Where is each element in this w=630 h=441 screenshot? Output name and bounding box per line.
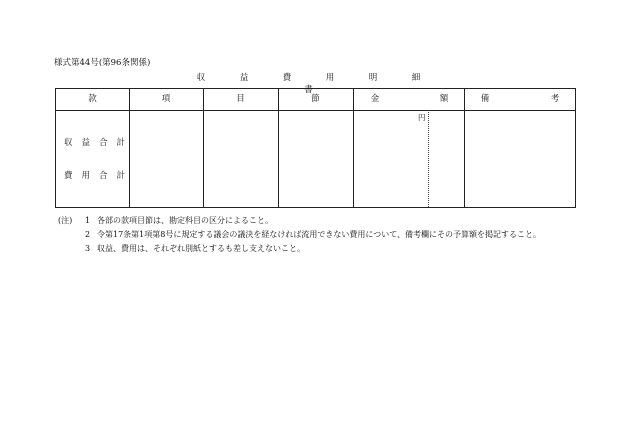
header-kan: 款 (88, 94, 97, 104)
note-text: 令第17条第1項第8号に規定する議会の議決を経なければ流用できない費用について、備考欄にその予算額を掲記すること。 (97, 230, 542, 239)
form-number: 様式第44号(第96条関係) (54, 58, 151, 68)
row-revenue-total: 収益合計 (64, 138, 135, 148)
column-divider-4 (353, 89, 354, 207)
header-kou: 項 (161, 94, 171, 104)
unit-yen: 円 (418, 113, 426, 122)
note-item-3 (58, 242, 541, 256)
header-moku: 目 (236, 94, 245, 104)
header-divider (56, 110, 575, 111)
header-bi: 備 (480, 94, 490, 104)
header-kin: 金 (370, 94, 380, 104)
amount-dotted-divider (428, 110, 429, 207)
header-kou2: 考 (550, 94, 560, 104)
note-item-1 (58, 214, 541, 228)
detail-table (55, 88, 576, 208)
header-setsu: 節 (311, 94, 320, 104)
column-divider-5 (464, 89, 465, 207)
notes-label: (注) (58, 216, 73, 225)
note-text: 収益、費用は、それぞれ別紙とするも差し支えないこと。 (97, 244, 305, 253)
note-number: 1 (85, 216, 91, 225)
note-number: 3 (85, 244, 91, 253)
note-number: 2 (85, 230, 91, 239)
header-gaku: 額 (439, 94, 449, 104)
note-text: 各部の款項目節は、勘定科目の区分によること。 (97, 216, 273, 225)
document-title: 収 益 費 用 明 細 書 (196, 73, 455, 95)
row-expense-total: 費用合計 (64, 171, 135, 181)
note-item-2 (58, 228, 541, 242)
notes (58, 214, 541, 256)
